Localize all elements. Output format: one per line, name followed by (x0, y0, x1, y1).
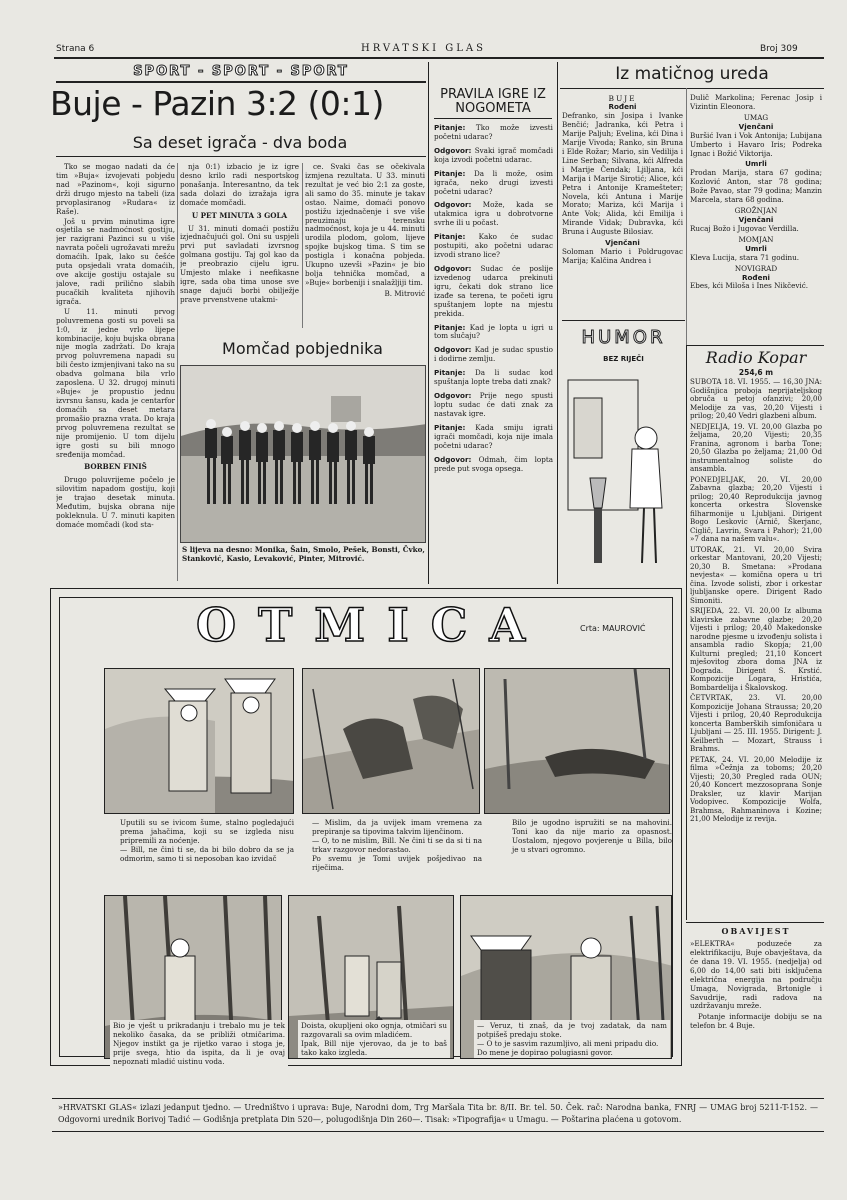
rules-item: Pitanje: Kako će sudac postupiti, ako početni udarac izvodi strano lice? (434, 232, 553, 260)
comic-panel-1 (104, 668, 294, 814)
notice-body (690, 940, 822, 1062)
sport-column-1 (56, 163, 175, 583)
radio-program (690, 378, 822, 918)
radio-entry: PONEDJELJAK, 20. VI. 20,00 Zabavna glazba; 20,20 Vijesti i prilog; 20,40 Reprodukcija javnog koncerta orkestra Slovenske filharmonije u Ljubljani. Dirigent Bogo Leskovic (Arnič, Škerjanc, Ciglič, Lavrin, Svara i Pahor); 21,00 »7 dana na našem valu«. (690, 474, 822, 543)
sport-column-2 (180, 163, 299, 328)
radio-entry: ČETVRTAK, 23. VI. 20,00 Kompozicije Johana Straussa; 20,20 Vijesti i prilog, 20,40 Reprodukcija koncerta Bamberških simfoničara u Ljubljani — 25. III. 1955. Dirigent: J. Keilberth — Mozart, Strauss i Brahms. (690, 693, 822, 753)
comic-panel-1-art (105, 669, 294, 814)
rules-item: Pitanje: Kada smiju igrati igrači momčadi, koja nije imala početni udarac? (434, 422, 553, 450)
match-subhead: Sa deset igrača - dva boda (132, 133, 348, 152)
rules-item: Pitanje: Tko može izvesti početni udarac? (434, 124, 553, 141)
comic-title: OTMICA (196, 598, 548, 652)
section-heading: U PET MINUTA 3 GOLA (191, 210, 288, 220)
paragraph: nja 0:1) izbacio je iz igre desno krilo radi nesportskog ponašanja. Interesantno, da tek sada dolazi do izražaja igra domaće momčadi. (180, 163, 299, 207)
masthead-title: HRVATSKI GLAS (361, 43, 486, 54)
issue-number: Broj 309 (760, 44, 798, 54)
radio-entry: SRIJEDA, 22. VI. 20,00 Iz albuma klavirske zabavne glazbe; 20,20 Vijesti i prilog; 20,40 Makedonske narodne pjesme u izvođenju solista i ansambla radio Skopja; 21,00 Kulturni pregled; 21,10 Koncert mješovitog zbora doma JNA iz Dograda. Dirigent S. Krstić. Kompozicije Logara, Hristića, Bombardelija i Škalovskog. (690, 606, 822, 692)
subhead-rule (56, 156, 426, 157)
registry-text: Rucaj Božo i Jugovac Verdilla. (690, 223, 799, 233)
notice-title: OBAVIJEST (721, 926, 791, 936)
notice-text: »ELEKTRA« poduzeće za elektrifikaciju, Buje obavještava, da će dana 19. VI. 1955. (nedjelja) od 6,00 do 14,00 sati biti isključena električna energija na području Umaga, Novigrada, Brtonigle i Savudrije, radi radova na uzdržavanju mreže. (690, 940, 822, 1011)
match-headline: Buje - Pazin 3:2 (0:1) (50, 84, 384, 123)
section-label: Vjenčani (738, 121, 774, 131)
paragraph: U 31. minuti domaći postižu izjednačujući gol. Oni su uspjeli prvi put savladati izvrsnog golmana gostiju. Taj gol kao da je preobrazio cijelu igru. Umjesto mlake i neefikasne igre, sada oba tima unose sve snage dajući borbi obilježje prave prvenstvene utakmi- (180, 223, 299, 304)
section-label: Rođeni (608, 102, 637, 112)
radio-title: Radio Kopar (705, 348, 807, 367)
radio-frequency: 254,6 m (738, 368, 774, 377)
radio-entry: SUBOTA 18. VI. 1955. — 16,30 JNA: Godišnjica proboja neprijateljskog obruča u petoj ofanzivi; 20,00 Melodije za vas, 20,20 Vijesti i prilog; 20,40 Vedri glazbeni album. (690, 378, 822, 420)
place-heading: GROŽNJAN (734, 206, 778, 216)
section-label: Vjenčani (738, 214, 774, 224)
author-signature: B. Mitrović (384, 288, 425, 298)
births-text: Defranko, sin Josipa i Ivanke Benčić; Jadranka, kći Petra i Marije Paljuh; Evelina, kći Dina i Marije Vivoda; Ranko, sin Bruna i Elde Rožar; Mario, sin Vedilija i Line Serban; Silvana, kći Alfreda i Marije Čendak; Ljiljana, kći Marija i Marije Sirotić; Alice, kći Petra i Antonije Kramešteter; Novela, kći Antuna i Marije Morato; Mariza, kći Marija i Ante Vok; Alida, kći Emilija i Mirande Vidak; Dubravka, kći Bruna i Auguste Bilosiav. (562, 111, 683, 237)
humor-cartoon (562, 368, 685, 568)
registry-text: Kleva Lucija, stara 71 godinu. (690, 252, 800, 262)
col-divider (302, 163, 303, 328)
section-label: Rođeni (741, 272, 771, 282)
humor-subtitle: BEZ RIJEČI (603, 355, 644, 364)
banner-rule (56, 81, 426, 83)
rules-list (434, 124, 553, 584)
comic-caption-1: Uputili su se ivicom šume, stalno pogledajući prema jahačima, koji su se izgleda nisu pripremili za noćenje. — Bill, ne čini ti se, da bi bilo dobro da se ja odmorim, samo ti si neposoban kao izvidač (120, 818, 294, 863)
rules-item: Odgovor: Svaki igrač momčadi koja izvodi početni udarac. (434, 145, 553, 164)
radio-entry: PETAK, 24. VI. 20,00 Melodije iz filma »Čežnja za toboms; 20,20 Vijesti; 20,30 Pregled rada OUN; 20,40 Koncert mezzosoprana Sonje Draksler, uz klavir Marijan Vodopivec. Kompozicije Wolfa, Brahmsa, Rahmaninova i Kozine; 21,00 Melodije iz revija. (690, 754, 822, 823)
col-divider (428, 62, 429, 584)
rules-item: Odgovor: Odmah, čim lopta prede put svoga opsega. (434, 454, 553, 473)
place-heading: UMAG (743, 112, 769, 122)
rules-rule (434, 118, 552, 119)
sport-banner: SPORT - SPORT - SPORT (133, 64, 349, 79)
section-label: Umrli (745, 159, 767, 169)
radio-rule (686, 345, 824, 346)
comic-panel-2-art (303, 669, 480, 814)
marriages-text: Soloman Mario i Poldrugovac Marija; Kalčina Andrea i (562, 247, 683, 265)
team-photo (180, 365, 426, 543)
comic-panel-2 (302, 668, 480, 814)
sport-column-3 (305, 163, 425, 328)
rules-item: Pitanje: Da li može, osim igrača, neko drugi izvesti početni udarac? (434, 168, 553, 196)
registry-text: Prodan Marija, stara 67 godina; Kozlović Anton, star 78 godina; Bože Pavao, star 79 godina; Manzin Marcela, stara 68 godina. (690, 168, 822, 205)
paragraph: U 11. minuti prvog poluvremena gosti su poveli sa 1:0, iz jedne vrlo lijepe kombinacije, koju bujska obrana nije mogla zadržati. Do kraja prvog poluvremena napadi su bili često izmjenjivani tako na su obadva golmana bila vrlo zaposlena. U 32. drugoj minuti »Buje« je propustio jednu izvrsnu šansu, kada je centarfor domaćih sa deset metara promašio prazna vrata. Do kraja prvog poluvremena rezultat se nije promijenio. U tom dijelu igre gosti su bili mnogo sređenija momčad. (56, 306, 175, 459)
humor-title: HUMOR (581, 327, 666, 348)
marriages-text: Dulič Markolina; Ferenac Josip i Vizintin Eleonora. (690, 94, 822, 111)
paragraph: Još u prvim minutima igre osjetila se nadmoćnost gostiju, jer razigrani Pazinci su u više navrata počeli ugrožavati mrežu domaćih. Ipak, lako su češće puta opsjedali vrata domaćih, ove akcije gostiju ostajale su jalove, radi prilično slabih pucačkih kvaliteta njihovih igrača. (56, 216, 175, 306)
notice-rule (686, 922, 824, 923)
comic-caption-5: Doista, okupljeni oko ognja, otmičari su razgovarali sa ovim mladićem. Ipak, Bill nije vjerovao, da je to baš tako kako izgleda. (298, 1020, 450, 1058)
comic-credit: Crta: MAUROVIĆ (580, 624, 646, 633)
col-divider (177, 163, 178, 581)
registry-title: Iz matičnog ureda (615, 64, 769, 84)
rules-item: Odgovor: Sudac će poslije izvedenog udarca prekinuti igru, čekati dok strano lice izađe sa terena, te početi igru spuštanjem lopte na mjestu prekida. (434, 263, 553, 318)
registry-col-2 (690, 94, 822, 344)
section-label: Vjenčani (605, 238, 640, 248)
rules-item: Odgovor: Može, kada se utakmica igra u dobrotvorne svrhe ili u počast. (434, 200, 553, 228)
footer-imprint: »HRVATSKI GLAS« izlazi jedanput tjedno. — Uredništvo i uprava: Buje, Narodni dom, Trg Maršala Tita br. 8/II. Br. tel. 50. Ček. rač: Narodna banka, FNRJ — UMAG broj 5211-T-152. — Odgovorni urednik Borivoj Tadić — Godišnja pretplata Din 520—, polugodišnja Din 260—. Tisak: »Tipografija« u Umagu. — Poštarina plaćena u gotovom. (58, 1103, 818, 1124)
paragraph: ce. Svaki čas se očekivala izmjena rezultata. U 33. minuti rezultat je već bio 2:1 za goste, ali samo do 35. minute je takav ostao. Naime, domaći ponovo postižu izjednačenje i sve više preuzimaju terensku nadmoćnost, koja je u 44. minuti urodila plodom, golom, lijeve spojke bujskog tima. S tim se postigla i konačna pobjeda. Ukupno uzevši »Pazin« je bio bolja tehnička momčad, a »Buje« borbeniji i snalažljiji tim. (305, 163, 425, 287)
col-divider (686, 88, 687, 346)
section-label: Umrli (745, 243, 767, 253)
radio-entry: UTORAK, 21. VI. 20,00 Svira orkestar Mantovani, 20,20 Vijesti; 20,30 B. Smetana: »Prodana nevjesta« — komična opera u tri čina. Izvode solisti, zbor i orkestar ljubljanske opere. Dirigent Rado Simoniti. (690, 544, 822, 605)
paragraph: Tko se mogao nadati da će tim »Buja« izvojevati pobjedu nad »Pazinom«, koji sigurno drži drugo mjesto na tabeli (iza prvoplasiranog »Rudara« iz Raše). (56, 163, 175, 216)
place-heading: BUJE (608, 94, 637, 103)
radio-entry: NEDJELJA, 19. VI. 20,00 Glazba po željama, 20,20 Vijesti; 20,35 Franina, agronom i barba Tone; 20,50 Glazba po željama; 21,00 Od instrumentalnog soliste do ansambla. (690, 421, 822, 473)
place-heading: MOMJAN (738, 234, 774, 244)
comic-panel-3 (484, 668, 670, 814)
rules-title: PRAVILA IGRE IZ NOGOMETA (440, 87, 546, 117)
rules-item: Odgovor: Prije nego spusti loptu sudac će dati znak za nastavak igre. (434, 391, 553, 418)
registry-rule (560, 88, 824, 89)
photo-title: Momčad pobjednika (222, 339, 383, 358)
col-divider (557, 62, 558, 584)
comic-caption-3: Bilo je ugodno ispružiti se na mahovini. Toni kao da nije mario za opasnost. Uostalom, njegovo povjerenje u Billa, bilo je u stvari ogromno. (512, 818, 672, 854)
comic-caption-6: — Veruz, ti znaš, da je tvoj zadatak, da nam potpišeš predaju stoke. — O to je sasvim razumljivo, ali meni pripadu dio. Do mene je dopirao polugiasni govor. (474, 1020, 670, 1058)
registry-text: Buršić Ivan i Vok Antonija; Lubijana Umberto i Havaro Iris; Podreka Ignac i Božić Viktorija. (690, 130, 822, 158)
place-heading: NOVIGRAD (734, 263, 778, 273)
humor-box (562, 320, 685, 582)
rules-item: Odgovor: Kad je sudac spustio i dodirne zemlju. (434, 345, 553, 364)
comic-caption-2: — Mislim, da ja uvijek imam vremena za prepiranje sa tipovima takvim lijenčinom. — O, to ne mislim, Bill. Ne čini ti se da si ti na trkav razgovor nedorastao. Po svemu je Tomi uvijek pošjedivao na riječima. (312, 818, 482, 872)
notice-text: Potanje informacije dobiju se na telefon br. 4 Buje. (690, 1012, 822, 1031)
comic-caption-4: Bio je vješt u prikradanju i trebalo mu je tek nekoliko časaka, da se približi otmičarima. Njegov instikt ga je rijetko varao i stoga je, prije svega, htio da ispita, da li je ovaj nepoznati mladić uistinu voda. (110, 1020, 288, 1067)
section-heading: BORBEN FINIŠ (84, 462, 147, 472)
col-divider (686, 345, 687, 920)
rules-item: Pitanje: Da li sudac kod spuštanja lopte treba dati znak? (434, 368, 553, 387)
header-rule (54, 57, 824, 59)
page-number: Strana 6 (56, 44, 95, 54)
rules-item: Pitanje: Kad je lopta u igri u tom slučaju? (434, 322, 553, 341)
photo-caption: S lijeva na desno: Monika, Šain, Smolo, Pešek, Bonsti, Čvko, Stanković, Kasio, Levaković, Pinter, Mitrović. (182, 545, 425, 563)
paragraph: Drugo poluvrijeme počelo je silovitim napadom gostiju, koji je trajao desetak minuta. Međutim, bujska obrana nije pokleknula. U 7. minuti kapiten domaće momčadi (kod sta- (56, 475, 175, 529)
comic-panel-3-art (485, 669, 670, 814)
footer-box (52, 1098, 824, 1132)
registry-text: Ebes, kći Miloša i Ines Nikčević. (690, 281, 809, 291)
team-photo-image (181, 366, 426, 543)
